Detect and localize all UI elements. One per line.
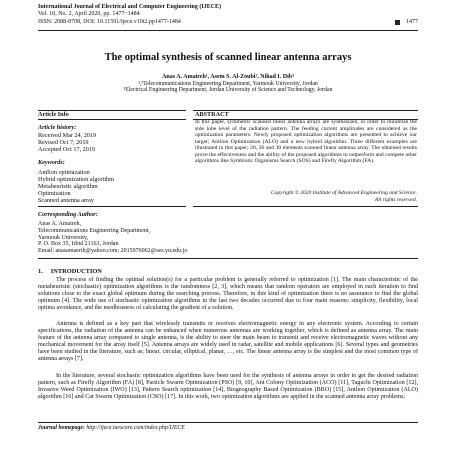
journal-volume: Vol. 10, No. 2, April 2020, pp. 1477~1484: [38, 11, 140, 18]
journal-issn: ISSN: 2088-8708, DOI: 10.11591/ijece.v10i2.pp1477-1484: [38, 18, 181, 25]
intro-paragraph-2: Antenna is defined as a key part that wirelessly transmits or receives electromagnetic energy in any electronic system. According to certain specifications, the radiation of the antenna can be enhanced when numerous antennas are working together, which is defined as antenna array. The main feature of the antenna array compared to single antenna, is the ability to steer the main beam to transmit and receive electromagnetic waves without any mechanical movement for the array itself [5]. Antenna arrays are widely used in radar, satellite and mobile applications [6]. Several types and geometries have been studied in the literature, such as; linear, circular, elliptical, planar, …, etc. The linear antenna array is the simplest and the most common type of antenna arrays [7].: [38, 321, 418, 362]
journal-name: International Journal of Electrical and Computer Engineering (IJECE): [38, 4, 222, 10]
keyword-item: Hybrid optimization algorithm: [38, 176, 114, 183]
author-email: Email: anasamaerih@yahoo.com; 2015976002@ses.yu.edu.jo: [38, 248, 188, 255]
article-history: [38, 132, 186, 154]
page-number: 1477: [406, 18, 418, 25]
paper-affiliations: [38, 81, 418, 94]
abstract-heading: ABSTRACT: [195, 111, 229, 118]
keyword-item: Optimization: [38, 190, 71, 197]
copyright-line: Copyright © 2020 Institute of Advanced Engineering and Science.: [271, 190, 417, 196]
journal-header: [38, 4, 418, 26]
paper-title: The optimal synthesis of scanned linear antenna arrays: [104, 52, 352, 63]
rights-line: All rights reserved.: [374, 196, 417, 203]
footer-label: Journal homepage:: [38, 425, 85, 431]
square-icon: [395, 20, 400, 25]
keyword-item: Metaheuristic algorithm: [38, 183, 98, 190]
abstract-bottom-rule: [193, 206, 418, 207]
header-rule: [38, 30, 418, 31]
page-number-group: [395, 19, 418, 26]
history-revised: Revised Oct 7, 2019: [38, 139, 89, 147]
paper-authors: Anas A. Amaireh¹, Asem S. Al-Zoubi², Nihad I. Dib³: [162, 74, 294, 80]
affiliation-2: ³Electrical Engineering Department, Jordan University of Science and Technology, Jordan: [123, 87, 333, 94]
keyword-item: Scanned antenna array: [38, 197, 95, 204]
author-university: Yarmouk University,: [38, 234, 89, 241]
article-info-sub-rule: [38, 119, 186, 120]
history-received: Received Mar 24, 2019: [38, 132, 97, 139]
author-address: P. O. Box 35, Irbid 21163, Jordan: [38, 241, 119, 248]
corresponding-heading: Corresponding Author:: [38, 211, 98, 218]
affiliation-1: ¹,²Telecommunications Engineering Department, Yarmouk University, Jordan: [138, 81, 318, 87]
intro-paragraph-1: The process of finding the optimal solution(s) for a particular problem is generally referred to optimization [1]. The main characteristic of the metaheuristic (stochastic) optimization algorithms is the randomness [2, 3], which means that random operators are employed in each iteration to find solutions close to the exact global optimum during the searching process. Therefore, in this kind of optimization there is no assurance to find the global optimum [4]. The wide use of stochastic optimization algorithms in the last two decades occurred due to four main reasons: simplicity, flexibility, local optima avoidance, and the needlessness of calculating the gradient of a solution.: [38, 277, 418, 311]
footer-rule: [38, 422, 418, 423]
article-info-heading: Article Info: [38, 111, 69, 118]
author-name: Anas A. Amaireh,: [38, 221, 81, 227]
abstract-text: In this paper, symmetric scanned linear antenna arrays are synthesized, in order to minimize the side lobe level of the radiation pattern. The feeding current amplitudes are considered as the optimization parameters. Newly proposed optimization algorithms are presented to achieve our target; Antlion Optimization (ALO) and a new hybrid algorithm. Three different examples are illustrated in this paper; 20, 26 and 30 elements scanned linear antenna array. The obtained results prove the effectiveness and the ability of the proposed algorithms to outperform and compete other algorithms like Symbiotic Organisms Search (SOS) and Firefly Algorithm (FA).: [195, 119, 417, 164]
author-department: Telecommunications Engineering Department,: [38, 227, 151, 234]
keyword-item: Antlion optimization: [38, 169, 90, 176]
corresponding-details: [38, 221, 418, 255]
keyword-list: [38, 169, 186, 204]
history-heading: Article history:: [38, 124, 77, 131]
copyright-notice: [195, 190, 417, 203]
intro-paragraph-3: In the literature, several stochastic optimization algorithms have been used for the synthesis of antenna arrays in order to get the desired radiation pattern, such as Firefly Algorithm (FA) [8], Particle Swarm Optimization (PSO) [9, 10], Ant Colony Optimization (ACO) [11], Taguchi Optimization [12], Invasive Weed Optimization (IWO) [13], Pattern Search optimization [14], Biogeography Based Optimization (BBO) [15], Antlion Optimization (ALO) algorithm [16] and Cat Swarm Optimization (CSO) [17]. In this work, two optimization algorithms are applied in the scanned antenna array problems;: [38, 373, 418, 400]
corresponding-bottom-rule: [38, 258, 418, 259]
journal-homepage-link[interactable]: http://ijece.iaescore.com/index.php/IJECE: [86, 425, 185, 431]
keywords-heading: Keywords:: [38, 159, 65, 166]
history-accepted: Accepted Oct 17, 2019: [38, 146, 96, 154]
journal-footer: [38, 425, 418, 431]
article-info-bottom-rule: [38, 206, 186, 207]
introduction-heading: 1. INTRODUCTION: [38, 268, 102, 275]
